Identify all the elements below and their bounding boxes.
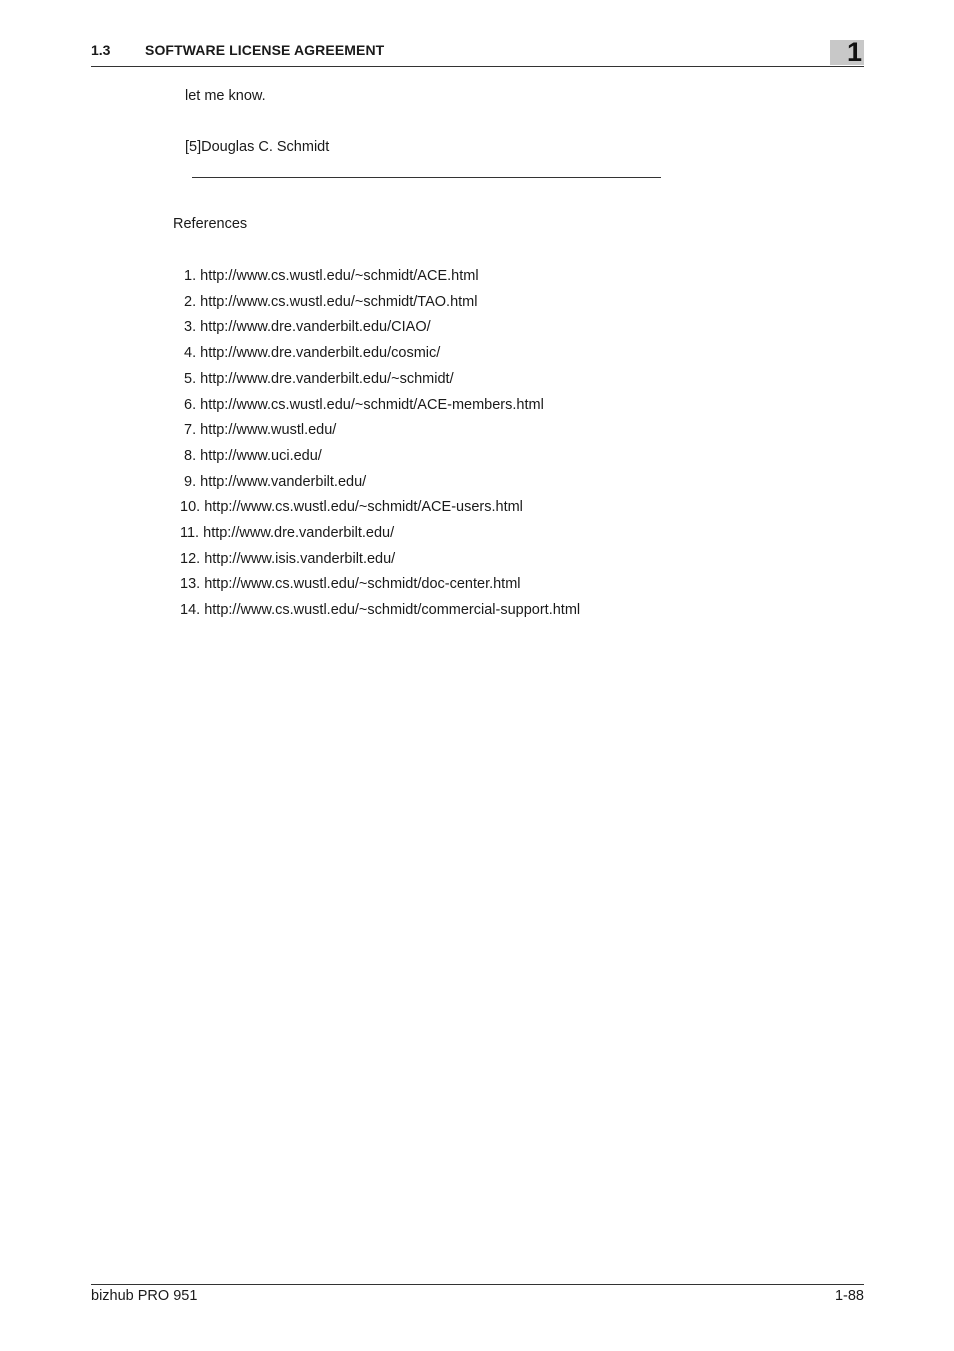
list-item <box>184 268 479 284</box>
author-signature: [5]Douglas C. Schmidt <box>185 139 330 155</box>
list-item <box>184 448 322 464</box>
reference-link[interactable]: http://www.wustl.edu/ <box>200 422 337 439</box>
separator-rule <box>192 177 661 178</box>
list-item-number: 7. <box>184 422 197 439</box>
section-number: 1.3 <box>91 42 111 58</box>
list-item-number: 12. <box>180 550 201 567</box>
list-item-number: 5. <box>184 370 197 387</box>
list-item <box>180 499 523 515</box>
list-item <box>180 551 395 567</box>
list-item <box>180 602 580 618</box>
list-item <box>184 371 454 387</box>
reference-link[interactable]: http://www.vanderbilt.edu/ <box>200 473 367 490</box>
list-item-number: 2. <box>184 293 197 310</box>
list-item <box>184 319 431 335</box>
list-item-number: 11. <box>180 525 200 541</box>
reference-link[interactable]: http://www.cs.wustl.edu/~schmidt/TAO.html <box>200 293 478 310</box>
list-item-number: 13. <box>180 576 201 593</box>
reference-link[interactable]: http://www.uci.edu/ <box>200 447 322 464</box>
page-header <box>91 37 864 67</box>
list-item <box>184 345 440 361</box>
reference-link[interactable]: http://www.dre.vanderbilt.edu/ <box>203 525 395 541</box>
list-item-number: 14. <box>180 602 201 619</box>
reference-link[interactable]: http://www.dre.vanderbilt.edu/CIAO/ <box>200 319 431 336</box>
reference-link[interactable]: http://www.isis.vanderbilt.edu/ <box>204 550 396 567</box>
list-item <box>180 525 394 541</box>
section-title: SOFTWARE LICENSE AGREEMENT <box>145 42 385 58</box>
page-footer <box>91 1284 864 1304</box>
page-number: 1-88 <box>834 1288 864 1304</box>
reference-link[interactable]: http://www.dre.vanderbilt.edu/~schmidt/ <box>200 370 454 387</box>
chapter-tab <box>830 37 864 67</box>
reference-link[interactable]: http://www.cs.wustl.edu/~schmidt/commercial-support.html <box>204 602 581 619</box>
reference-link[interactable]: http://www.cs.wustl.edu/~schmidt/ACE-users.html <box>204 499 523 516</box>
reference-link[interactable]: http://www.cs.wustl.edu/~schmidt/ACE-members.html <box>200 396 544 413</box>
references-heading: References <box>173 216 248 232</box>
list-item-number: 6. <box>184 396 197 413</box>
list-item <box>180 576 521 592</box>
body-text-line: let me know. <box>185 88 266 104</box>
list-item <box>184 294 477 310</box>
reference-link[interactable]: http://www.cs.wustl.edu/~schmidt/ACE.html <box>200 268 479 284</box>
list-item-number: 3. <box>184 319 197 336</box>
reference-link[interactable]: http://www.cs.wustl.edu/~schmidt/doc-center.html <box>204 576 521 593</box>
list-item <box>184 397 544 413</box>
list-item-number: 9. <box>184 473 197 490</box>
chapter-number: 1 <box>846 37 862 67</box>
list-item-number: 8. <box>184 447 197 464</box>
reference-link[interactable]: http://www.dre.vanderbilt.edu/cosmic/ <box>200 345 441 362</box>
list-item-number: 10. <box>180 499 201 516</box>
list-item-number: 1. <box>184 268 197 284</box>
list-item-number: 4. <box>184 345 197 362</box>
product-name: bizhub PRO 951 <box>91 1288 198 1304</box>
list-item <box>184 474 366 490</box>
list-item <box>184 422 336 438</box>
